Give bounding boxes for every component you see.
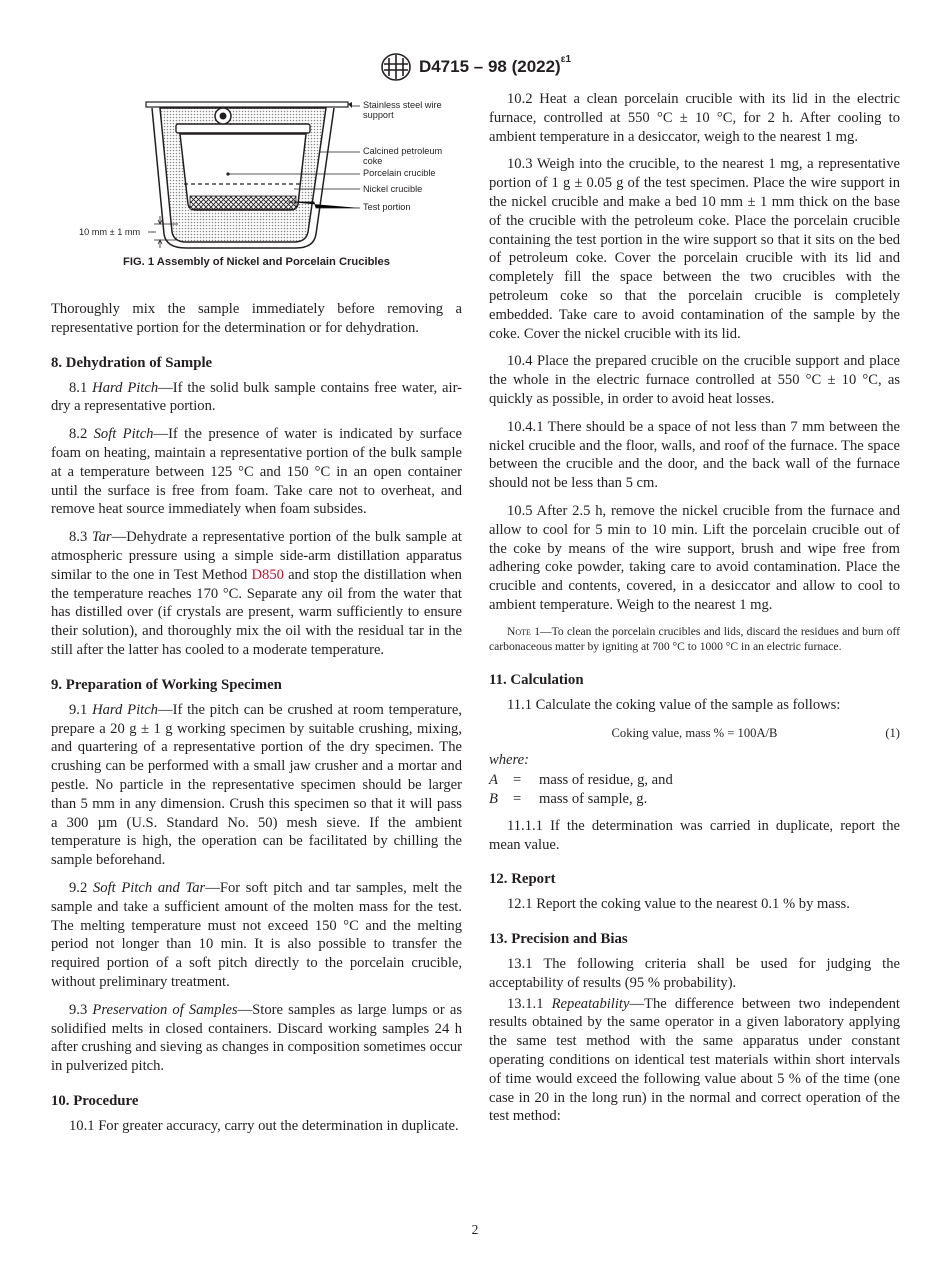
label-coke: Calcined petroleum coke (363, 146, 443, 166)
para-11-1: 11.1 Calculate the coking value of the sample as follows: (507, 696, 841, 713)
section-12-title: 12. Report (489, 871, 556, 888)
para-10-4: 10.4 Place the prepared crucible on the crucible support and place the whole in the electric furnace controlled at 550 °C ± 10 °C, as quickly as possible, in order to avoid heat losses. (489, 353, 900, 407)
para-9-2: 9.2 Soft Pitch and Tar—For soft pitch and tar samples, melt the sample and take a sufficient amount of the molten mass for the test. The melting temperature must not exceed 150 °C and the melting period not longer than 10 min. It is also possible to transfer the required portion of a soft pitch directly to the porcelain crucible, without preliminary treatment. (51, 879, 463, 990)
equation-1 (489, 724, 900, 748)
para-11-1-1: 11.1.1 If the determination was carried in duplicate, report the mean value. (489, 817, 900, 853)
page-header (0, 52, 950, 82)
definition-b: B = mass of sample, g. (489, 790, 648, 807)
left-column (51, 90, 462, 1145)
para-9-1: 9.1 Hard Pitch—If the pitch can be crushed at room temperature, prepare a 20 g ± 1 g working specimen by suitable crushing, mixing, and quartering of a representative portion of the dry specimen. The crushing can be performed with a small jaw crusher and a mortar and pestle. No particle in the representative specimen should be larger than 5 mm in any dimension. Crush this specimen so that it will pass a 300 µm (U.S. Standard No. 50) mesh sieve. If the ambient temperature is high, the operation can be facilitated by chilling the sample beforehand. (51, 701, 462, 869)
para-9-3: 9.3 Preservation of Samples—Store samples as large lumps or as solidified melts in closed containers. Discard working samples 24 h after crushing and sieving as changes in composition sometimes occur in pulverized pitch. (51, 1001, 462, 1075)
note-1: Note 1—To clean the porcelain crucibles and lids, discard the residues and burn off carbonaceous matter by igniting at 700 °C to 1000 °C in an electric furnace. (489, 624, 900, 654)
para-10-1: 10.1 For greater accuracy, carry out the determination in duplicate. (69, 1117, 459, 1134)
link-d850[interactable]: D850 (251, 566, 284, 583)
para-12-1: 12.1 Report the coking value to the nearest 0.1 % by mass. (507, 896, 850, 913)
section-11-title: 11. Calculation (489, 671, 584, 688)
para-13-1-1: 13.1.1 Repeatability—The difference between two independent results obtained by the same operator in a given laboratory applying the same test method with the same apparatus under constant operating conditions on identical test materials within short intervals of time would exceed the following value about 5 % of the time (one case in 20 in the long run) in the normal and correct operation of the test method: (489, 995, 900, 1125)
astm-logo-icon (379, 52, 413, 82)
label-nickel: Nickel crucible (363, 184, 423, 194)
label-specimen: Test portion (363, 202, 411, 212)
para-10-4-1: 10.4.1 There should be a space of not less than 7 mm between the nickel crucible and the floor, walls, and roof of the furnace. The space between the crucible and the door, and the back wall of the furnace should not be less than 5 cm. (489, 418, 900, 492)
label-support: Stainless steel wire support (363, 100, 442, 120)
para-10-5: 10.5 After 2.5 h, remove the nickel crucible from the furnace and allow to cool for 5 min to 10 min. Lift the porcelain crucible out of the coke by means of the wire support, brush and wipe free from adhering coke powder, taking care to avoid contamination. Place the crucible and contents, covered, in a desiccator and allow to cool to ambient temperature. Weigh to the nearest 1 mg. (489, 502, 900, 613)
para-10-2: 10.2 Heat a clean porcelain crucible with its lid in the electric furnace, controlled at 550 °C ± 10 °C, for 2 h. After cooling to ambient temperature in a desiccator, weigh to the nearest 1 mg. (489, 91, 900, 145)
para-8-2: 8.2 Soft Pitch—If the presence of water is indicated by surface foam on heating, maintain a representative portion of the bulk sample at a temperature between 125 °C and 150 °C in an open container until the surface is free from foam. Take care not to overheat, and remove heat source immediately when foam subsides. (51, 426, 462, 518)
where-label: where: (489, 751, 529, 768)
para-8-1: 8.1 Hard Pitch—If the solid bulk sample contains free water, air-dry a representative portion. (51, 379, 462, 415)
section-8-title: 8. Dehydration of Sample (51, 354, 213, 371)
section-13-title: 13. Precision and Bias (489, 931, 628, 948)
para-10-3: 10.3 Weigh into the crucible, to the nearest 1 mg, a representative portion of 1 g ± 0.05 g of the test specimen. Place the wire support in the nickel crucible and make a bed 10 mm ± 1 mm thick on the base of the crucible with the petroleum coke. Place the porcelain crucible containing the test portion in the wire support so that it sits on the bed of petroleum coke. Cover the porcelain crucible with its lid and completely fill the space between the two crucibles with the petroleum coke so that the porcelain crucible is completely embedded. Take care to avoid contamination of the sample by the coke. Cover the nickel crucible with its lid. (489, 156, 900, 342)
figure-caption: FIG. 1 Assembly of Nickel and Porcelain Crucibles (123, 256, 390, 268)
section-9-title: 9. Preparation of Working Specimen (51, 676, 282, 693)
section-10-title: 10. Procedure (51, 1092, 139, 1109)
designation: D4715 – 98 $(2022)^{\varepsilon 1}$ (418, 54, 572, 76)
intro-paragraph: Thoroughly mix the sample immediately before removing a representative portion for the determination or for dehydration. (51, 301, 462, 336)
definition-a: A = mass of residue, g, and (489, 771, 673, 788)
right-column (489, 90, 900, 1135)
label-porcelain: Porcelain crucible (363, 168, 436, 178)
equation-body: Coking value, mass % = 100A/B (611, 725, 778, 740)
page-number: 2 (471, 1222, 479, 1237)
figure-1 (51, 90, 462, 300)
label-gap: 10 mm ± 1 mm (79, 227, 141, 237)
para-8-3: 8.3 Tar—Dehydrate a representative portion of the bulk sample at atmospheric pressure using a simple side-arm distillation apparatus similar to the one in Test Method D850 and stop the distillation when the temperature reaches 170 °C. Separate any oil from the water that has distilled over (if crystals are present, warm sufficiently to ensure their solution), and thoroughly mix the oil with the residual tar in the still after the latter has cooled to a moderate temperature. (51, 529, 462, 658)
para-13-1: 13.1 The following criteria shall be used for judging the acceptability of results (95 % probability). (489, 956, 900, 991)
equation-number: (1) (885, 725, 900, 740)
